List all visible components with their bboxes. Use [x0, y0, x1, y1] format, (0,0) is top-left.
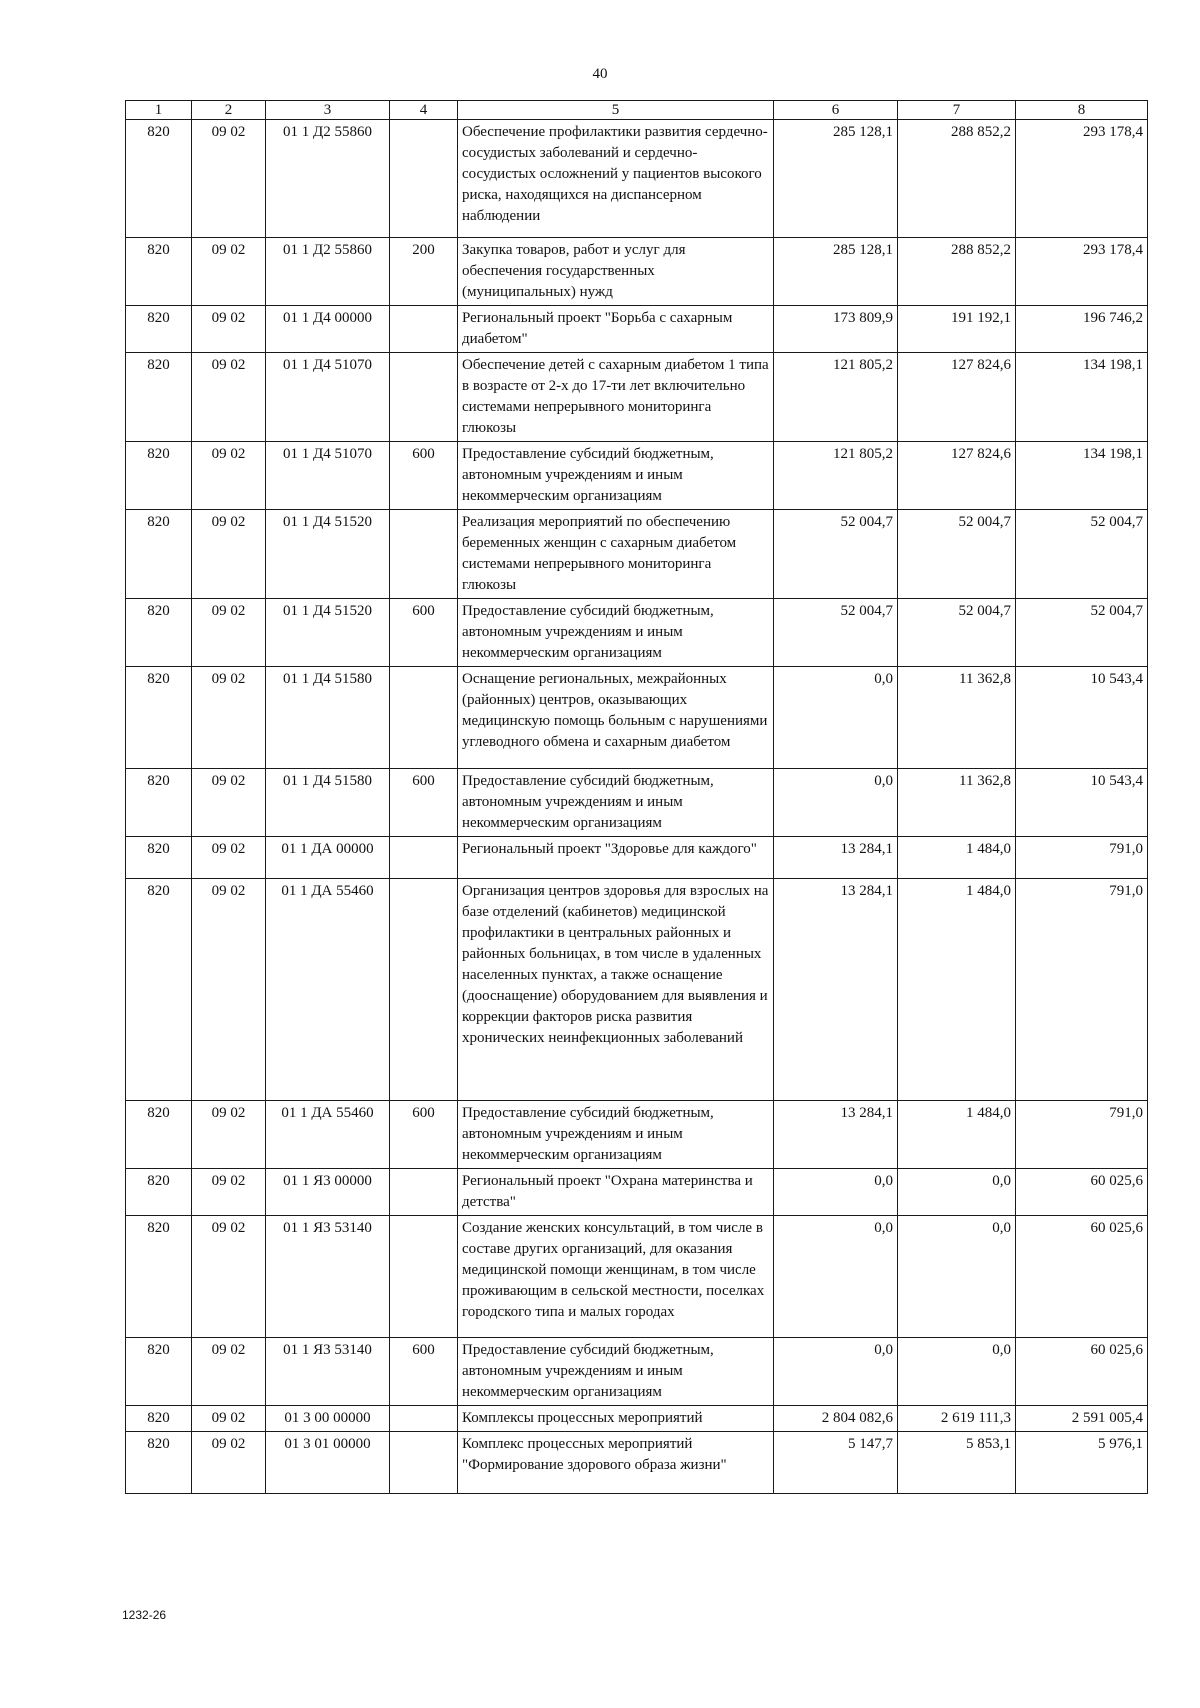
section-cell: 09 02: [192, 1338, 266, 1406]
column-header: 4: [390, 101, 458, 120]
amount-year1-cell: 0,0: [774, 1169, 898, 1216]
section-cell: 09 02: [192, 353, 266, 442]
table-row: [126, 1432, 1148, 1494]
table-row: [126, 1338, 1148, 1406]
section-cell: 09 02: [192, 599, 266, 667]
column-header: 6: [774, 101, 898, 120]
description-cell: Реализация мероприятий по обеспечению беременных женщин с сахарным диабетом системами непрерывного мониторинга глюкозы: [458, 510, 774, 599]
section-cell: 09 02: [192, 510, 266, 599]
amount-year3-cell: 791,0: [1016, 1101, 1148, 1169]
code-cell: 820: [126, 442, 192, 510]
target-article-cell: 01 3 00 00000: [266, 1406, 390, 1432]
description-cell: Оснащение региональных, межрайонных (районных) центров, оказывающих медицинскую помощь больным с нарушениями углеводного обмена и сахарным диабетом: [458, 667, 774, 769]
amount-year3-cell: 5 976,1: [1016, 1432, 1148, 1494]
code-cell: 820: [126, 1169, 192, 1216]
expense-type-cell: 600: [390, 1338, 458, 1406]
description-cell: Региональный проект "Здоровье для каждого": [458, 837, 774, 879]
column-header: 5: [458, 101, 774, 120]
target-article-cell: 01 1 Я3 00000: [266, 1169, 390, 1216]
section-cell: 09 02: [192, 837, 266, 879]
code-cell: 820: [126, 306, 192, 353]
section-cell: 09 02: [192, 1216, 266, 1338]
amount-year1-cell: 0,0: [774, 769, 898, 837]
amount-year2-cell: 288 852,2: [898, 120, 1016, 238]
description-cell: Предоставление субсидий бюджетным, автономным учреждениям и иным некоммерческим организациям: [458, 442, 774, 510]
target-article-cell: 01 3 01 00000: [266, 1432, 390, 1494]
amount-year1-cell: 0,0: [774, 1338, 898, 1406]
section-cell: 09 02: [192, 306, 266, 353]
amount-year2-cell: 1 484,0: [898, 879, 1016, 1101]
amount-year2-cell: 5 853,1: [898, 1432, 1016, 1494]
amount-year2-cell: 0,0: [898, 1216, 1016, 1338]
amount-year1-cell: 121 805,2: [774, 353, 898, 442]
amount-year3-cell: 60 025,6: [1016, 1216, 1148, 1338]
target-article-cell: 01 1 Д4 51070: [266, 442, 390, 510]
amount-year1-cell: 173 809,9: [774, 306, 898, 353]
description-cell: Региональный проект "Борьба с сахарным диабетом": [458, 306, 774, 353]
expense-type-cell: [390, 1406, 458, 1432]
amount-year1-cell: 121 805,2: [774, 442, 898, 510]
section-cell: 09 02: [192, 238, 266, 306]
section-cell: 09 02: [192, 769, 266, 837]
expense-type-cell: [390, 306, 458, 353]
description-cell: Обеспечение детей с сахарным диабетом 1 типа в возрасте от 2-х до 17-ти лет включительно системами непрерывного мониторинга глюкозы: [458, 353, 774, 442]
description-cell: Обеспечение профилактики развития сердечно-сосудистых заболеваний и сердечно-сосудистых осложнений у пациентов высокого риска, находящихся на диспансерном наблюдении: [458, 120, 774, 238]
table-row: [126, 1216, 1148, 1338]
page-number: 40: [592, 66, 608, 82]
amount-year2-cell: 11 362,8: [898, 769, 1016, 837]
target-article-cell: 01 1 Д4 51520: [266, 510, 390, 599]
amount-year3-cell: 791,0: [1016, 879, 1148, 1101]
description-cell: Региональный проект "Охрана материнства и детства": [458, 1169, 774, 1216]
table-row: [126, 879, 1148, 1101]
amount-year1-cell: 13 284,1: [774, 837, 898, 879]
table-row: [126, 442, 1148, 510]
expense-type-cell: [390, 1169, 458, 1216]
amount-year1-cell: 52 004,7: [774, 510, 898, 599]
expense-type-cell: [390, 1432, 458, 1494]
amount-year3-cell: 293 178,4: [1016, 120, 1148, 238]
expense-type-cell: 600: [390, 1101, 458, 1169]
expense-type-cell: 200: [390, 238, 458, 306]
amount-year1-cell: 52 004,7: [774, 599, 898, 667]
code-cell: 820: [126, 120, 192, 238]
amount-year2-cell: 127 824,6: [898, 353, 1016, 442]
section-cell: 09 02: [192, 1101, 266, 1169]
table-body: [126, 120, 1148, 1494]
amount-year3-cell: 10 543,4: [1016, 667, 1148, 769]
table-row: [126, 120, 1148, 238]
budget-table: [125, 100, 1148, 1494]
target-article-cell: 01 1 Д4 51580: [266, 667, 390, 769]
code-cell: 820: [126, 667, 192, 769]
table-row: [126, 769, 1148, 837]
amount-year2-cell: 288 852,2: [898, 238, 1016, 306]
section-cell: 09 02: [192, 879, 266, 1101]
table-row: [126, 667, 1148, 769]
amount-year2-cell: 127 824,6: [898, 442, 1016, 510]
code-cell: 820: [126, 1406, 192, 1432]
table-row: [126, 1169, 1148, 1216]
expense-type-cell: 600: [390, 599, 458, 667]
target-article-cell: 01 1 ДА 55460: [266, 879, 390, 1101]
code-cell: 820: [126, 837, 192, 879]
target-article-cell: 01 1 Д4 51520: [266, 599, 390, 667]
table-row: [126, 837, 1148, 879]
document-code: 1232-26: [122, 1608, 167, 1622]
table-row: [126, 353, 1148, 442]
amount-year1-cell: 285 128,1: [774, 120, 898, 238]
table-row: [126, 1101, 1148, 1169]
code-cell: 820: [126, 1216, 192, 1338]
amount-year2-cell: 1 484,0: [898, 1101, 1016, 1169]
target-article-cell: 01 1 Я3 53140: [266, 1216, 390, 1338]
description-cell: Предоставление субсидий бюджетным, автономным учреждениям и иным некоммерческим организациям: [458, 599, 774, 667]
amount-year2-cell: 0,0: [898, 1338, 1016, 1406]
target-article-cell: 01 1 Д4 51580: [266, 769, 390, 837]
section-cell: 09 02: [192, 442, 266, 510]
table-row: [126, 1406, 1148, 1432]
expense-type-cell: 600: [390, 442, 458, 510]
column-header: 3: [266, 101, 390, 120]
target-article-cell: 01 1 Д2 55860: [266, 120, 390, 238]
amount-year1-cell: 13 284,1: [774, 1101, 898, 1169]
column-header: 8: [1016, 101, 1148, 120]
expense-type-cell: [390, 1216, 458, 1338]
expense-type-cell: [390, 837, 458, 879]
column-header: 1: [126, 101, 192, 120]
table-row: [126, 306, 1148, 353]
section-cell: 09 02: [192, 1406, 266, 1432]
description-cell: Предоставление субсидий бюджетным, автономным учреждениям и иным некоммерческим организациям: [458, 1101, 774, 1169]
description-cell: Комплексы процессных мероприятий: [458, 1406, 774, 1432]
code-cell: 820: [126, 238, 192, 306]
expense-type-cell: 600: [390, 769, 458, 837]
amount-year2-cell: 11 362,8: [898, 667, 1016, 769]
amount-year3-cell: 134 198,1: [1016, 442, 1148, 510]
amount-year2-cell: 191 192,1: [898, 306, 1016, 353]
amount-year3-cell: 2 591 005,4: [1016, 1406, 1148, 1432]
header-row: [126, 101, 1148, 120]
target-article-cell: 01 1 Д4 00000: [266, 306, 390, 353]
amount-year3-cell: 293 178,4: [1016, 238, 1148, 306]
column-header: 2: [192, 101, 266, 120]
amount-year3-cell: 60 025,6: [1016, 1338, 1148, 1406]
target-article-cell: 01 1 Д4 51070: [266, 353, 390, 442]
target-article-cell: 01 1 ДА 55460: [266, 1101, 390, 1169]
description-cell: Комплекс процессных мероприятий "Формирование здорового образа жизни": [458, 1432, 774, 1494]
amount-year3-cell: 196 746,2: [1016, 306, 1148, 353]
code-cell: 820: [126, 353, 192, 442]
description-cell: Организация центров здоровья для взрослых на базе отделений (кабинетов) медицинской профилактики в центральных районных и районных больницах, в том числе в удаленных населенных пунктах, а также оснащение (дооснащение) оборудованием для выявления и коррекции факторов риска развития хронических неинфекционных заболеваний: [458, 879, 774, 1101]
code-cell: 820: [126, 1101, 192, 1169]
expense-type-cell: [390, 510, 458, 599]
code-cell: 820: [126, 879, 192, 1101]
amount-year2-cell: 2 619 111,3: [898, 1406, 1016, 1432]
amount-year3-cell: 791,0: [1016, 837, 1148, 879]
target-article-cell: 01 1 Я3 53140: [266, 1338, 390, 1406]
amount-year3-cell: 52 004,7: [1016, 510, 1148, 599]
description-cell: Создание женских консультаций, в том числе в составе других организаций, для оказания медицинской помощи женщинам, в том числе проживающим в сельской местности, поселках городского типа и малых городах: [458, 1216, 774, 1338]
section-cell: 09 02: [192, 667, 266, 769]
description-cell: Предоставление субсидий бюджетным, автономным учреждениям и иным некоммерческим организациям: [458, 769, 774, 837]
expense-type-cell: [390, 667, 458, 769]
amount-year1-cell: 0,0: [774, 1216, 898, 1338]
amount-year1-cell: 2 804 082,6: [774, 1406, 898, 1432]
code-cell: 820: [126, 1432, 192, 1494]
amount-year1-cell: 0,0: [774, 667, 898, 769]
column-header: 7: [898, 101, 1016, 120]
code-cell: 820: [126, 510, 192, 599]
section-cell: 09 02: [192, 1432, 266, 1494]
amount-year1-cell: 13 284,1: [774, 879, 898, 1101]
section-cell: 09 02: [192, 1169, 266, 1216]
amount-year1-cell: 5 147,7: [774, 1432, 898, 1494]
amount-year3-cell: 52 004,7: [1016, 599, 1148, 667]
target-article-cell: 01 1 ДА 00000: [266, 837, 390, 879]
description-cell: Закупка товаров, работ и услуг для обеспечения государственных (муниципальных) нужд: [458, 238, 774, 306]
amount-year2-cell: 0,0: [898, 1169, 1016, 1216]
target-article-cell: 01 1 Д2 55860: [266, 238, 390, 306]
expense-type-cell: [390, 879, 458, 1101]
amount-year2-cell: 52 004,7: [898, 510, 1016, 599]
description-cell: Предоставление субсидий бюджетным, автономным учреждениям и иным некоммерческим организациям: [458, 1338, 774, 1406]
amount-year3-cell: 60 025,6: [1016, 1169, 1148, 1216]
section-cell: 09 02: [192, 120, 266, 238]
table-row: [126, 510, 1148, 599]
amount-year1-cell: 285 128,1: [774, 238, 898, 306]
expense-type-cell: [390, 353, 458, 442]
code-cell: 820: [126, 769, 192, 837]
expense-type-cell: [390, 120, 458, 238]
table-row: [126, 238, 1148, 306]
amount-year3-cell: 134 198,1: [1016, 353, 1148, 442]
code-cell: 820: [126, 599, 192, 667]
amount-year2-cell: 1 484,0: [898, 837, 1016, 879]
table-row: [126, 599, 1148, 667]
amount-year2-cell: 52 004,7: [898, 599, 1016, 667]
code-cell: 820: [126, 1338, 192, 1406]
amount-year3-cell: 10 543,4: [1016, 769, 1148, 837]
